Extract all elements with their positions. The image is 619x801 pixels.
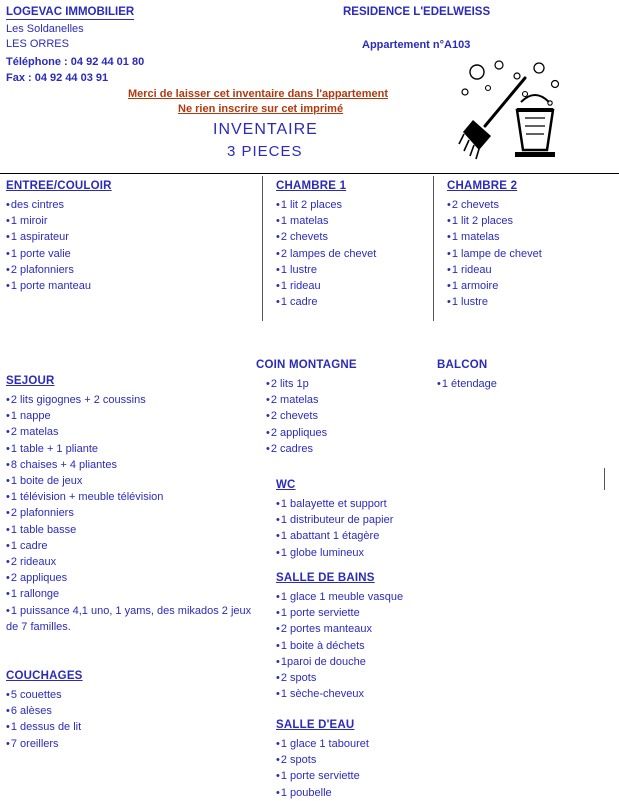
list-item: • 1 armoire xyxy=(447,278,607,294)
list-item: • 2 portes manteaux xyxy=(276,621,451,637)
list-item: • 1 étendage xyxy=(437,376,597,392)
notice-line-2: Ne rien inscrire sur cet imprimé xyxy=(178,103,344,115)
list-item: • 1 balayette et support xyxy=(276,496,446,512)
list-item: • 1 boite de jeux xyxy=(6,473,258,489)
list-item: • 2 appliques xyxy=(6,570,258,586)
list-item: • 1paroi de douche xyxy=(276,654,451,670)
list-item: • 2 spots xyxy=(276,670,451,686)
list-item: • des cintres xyxy=(6,197,256,213)
list-couchages xyxy=(6,687,258,752)
section-coin-montagne xyxy=(256,359,436,457)
section-sejour xyxy=(6,375,258,635)
section-title-sejour: SEJOUR xyxy=(6,375,55,387)
section-title-couchages: COUCHAGES xyxy=(6,670,83,682)
section-title-entree-couloir: ENTREE/COULOIR xyxy=(6,180,112,192)
list-item: • 2 cadres xyxy=(266,441,436,457)
list-item: • 1 matelas xyxy=(276,213,426,229)
list-item: • 6 alèses xyxy=(6,703,258,719)
list-item: • 1 porte manteau xyxy=(6,278,256,294)
section-title-salle-de-bains: SALLE DE BAINS xyxy=(276,572,375,584)
list-item: • 1 rideau xyxy=(276,278,426,294)
section-title-chambre-1: CHAMBRE 1 xyxy=(276,180,347,192)
page-title: INVENTAIRE xyxy=(213,121,318,138)
list-item: • 2 chevets xyxy=(266,408,436,424)
agency-phone: Téléphone : 04 92 44 01 80 xyxy=(6,56,145,68)
list-item: • 1 table + 1 pliante xyxy=(6,441,258,457)
list-salle-de-bains xyxy=(276,589,451,702)
list-sejour xyxy=(6,392,258,635)
list-item: • 2 appliques xyxy=(266,425,436,441)
list-item: • 1 distributeur de papier xyxy=(276,512,446,528)
list-item: • 1 globe lumineux xyxy=(276,545,446,561)
agency-fax: Fax : 04 92 44 03 91 xyxy=(6,72,109,84)
list-item: • 1 porte valie xyxy=(6,246,256,262)
list-chambre-1 xyxy=(276,197,426,310)
list-wc xyxy=(276,496,446,561)
notice-line-1: Merci de laisser cet inventaire dans l'appartement xyxy=(128,88,388,100)
section-title-balcon: BALCON xyxy=(437,359,488,371)
list-item: • 1 lampe de chevet xyxy=(447,246,607,262)
list-item: • 1 porte serviette xyxy=(276,768,451,784)
section-couchages xyxy=(6,670,258,752)
section-wc xyxy=(276,479,446,561)
list-item: • 1 télévision + meuble télévision xyxy=(6,489,258,505)
section-title-wc: WC xyxy=(276,479,296,491)
list-item: • 1 puissance 4,1 uno, 1 yams, des mikados 2 jeux de 7 familles. xyxy=(6,603,258,635)
list-item: • 2 rideaux xyxy=(6,554,258,570)
list-item: • 1 rideau xyxy=(447,262,607,278)
list-item: • 2 plafonniers xyxy=(6,262,256,278)
list-item: • 1 glace 1 tabouret xyxy=(276,736,451,752)
section-title-coin-montagne: COIN MONTAGNE xyxy=(256,359,357,371)
list-chambre-2 xyxy=(447,197,607,310)
list-item: • 5 couettes xyxy=(6,687,258,703)
list-item: • 1 boite à déchets xyxy=(276,638,451,654)
column-divider-1 xyxy=(262,176,263,321)
column-divider-2 xyxy=(433,176,434,321)
list-item: • 2 lits gigognes + 2 coussins xyxy=(6,392,258,408)
apartment-number: Appartement n°A103 xyxy=(362,39,471,51)
list-balcon xyxy=(437,376,597,392)
list-item: • 2 matelas xyxy=(266,392,436,408)
list-item: • 2 plafonniers xyxy=(6,505,258,521)
list-item: • 1 lit 2 places xyxy=(276,197,426,213)
list-item: • 7 oreillers xyxy=(6,736,258,752)
section-chambre-2 xyxy=(447,180,607,310)
cleaning-logo-icon xyxy=(455,58,575,163)
list-item: • 1 lustre xyxy=(276,262,426,278)
list-item: • 8 chaises + 4 pliantes xyxy=(6,457,258,473)
section-balcon xyxy=(437,359,597,392)
agency-address-line-1: Les Soldanelles xyxy=(6,23,84,35)
column-divider-3 xyxy=(604,468,605,490)
list-item: • 1 poubelle xyxy=(276,785,451,801)
list-item: • 1 lit 2 places xyxy=(447,213,607,229)
list-item: • 1 sèche-cheveux xyxy=(276,686,451,702)
list-item: • 1 glace 1 meuble vasque xyxy=(276,589,451,605)
list-item: • 2 lampes de chevet xyxy=(276,246,426,262)
agency-address-line-2: LES ORRES xyxy=(6,38,69,50)
list-item: • 1 cadre xyxy=(276,294,426,310)
list-item: • 1 lustre xyxy=(447,294,607,310)
list-item: • 2 spots xyxy=(276,752,451,768)
list-coin-montagne xyxy=(266,376,436,457)
residence-name: RESIDENCE L'EDELWEISS xyxy=(343,6,491,18)
list-item: • 2 matelas xyxy=(6,424,258,440)
header-divider xyxy=(0,173,619,174)
list-item: • 1 miroir xyxy=(6,213,256,229)
section-title-chambre-2: CHAMBRE 2 xyxy=(447,180,518,192)
list-item: • 1 dessus de lit xyxy=(6,719,258,735)
list-item: • 1 table basse xyxy=(6,522,258,538)
list-item: • 1 nappe xyxy=(6,408,258,424)
section-chambre-1 xyxy=(276,180,426,310)
section-salle-deau xyxy=(276,719,451,801)
list-salle-deau xyxy=(276,736,451,801)
agency-name: LOGEVAC IMMOBILIER xyxy=(6,6,135,18)
list-item: • 1 cadre xyxy=(6,538,258,554)
section-title-salle-deau: SALLE D'EAU xyxy=(276,719,355,731)
list-item: • 1 matelas xyxy=(447,229,607,245)
list-item: • 1 aspirateur xyxy=(6,229,256,245)
page-subtitle: 3 PIECES xyxy=(227,143,303,160)
list-item: • 2 lits 1p xyxy=(266,376,436,392)
list-item: • 1 rallonge xyxy=(6,586,258,602)
list-entree-couloir xyxy=(6,197,256,294)
section-salle-de-bains xyxy=(276,572,451,702)
list-item: • 1 abattant 1 étagère xyxy=(276,528,446,544)
section-entree-couloir xyxy=(6,180,256,294)
list-item: • 2 chevets xyxy=(447,197,607,213)
list-item: • 1 porte serviette xyxy=(276,605,451,621)
list-item: • 2 chevets xyxy=(276,229,426,245)
